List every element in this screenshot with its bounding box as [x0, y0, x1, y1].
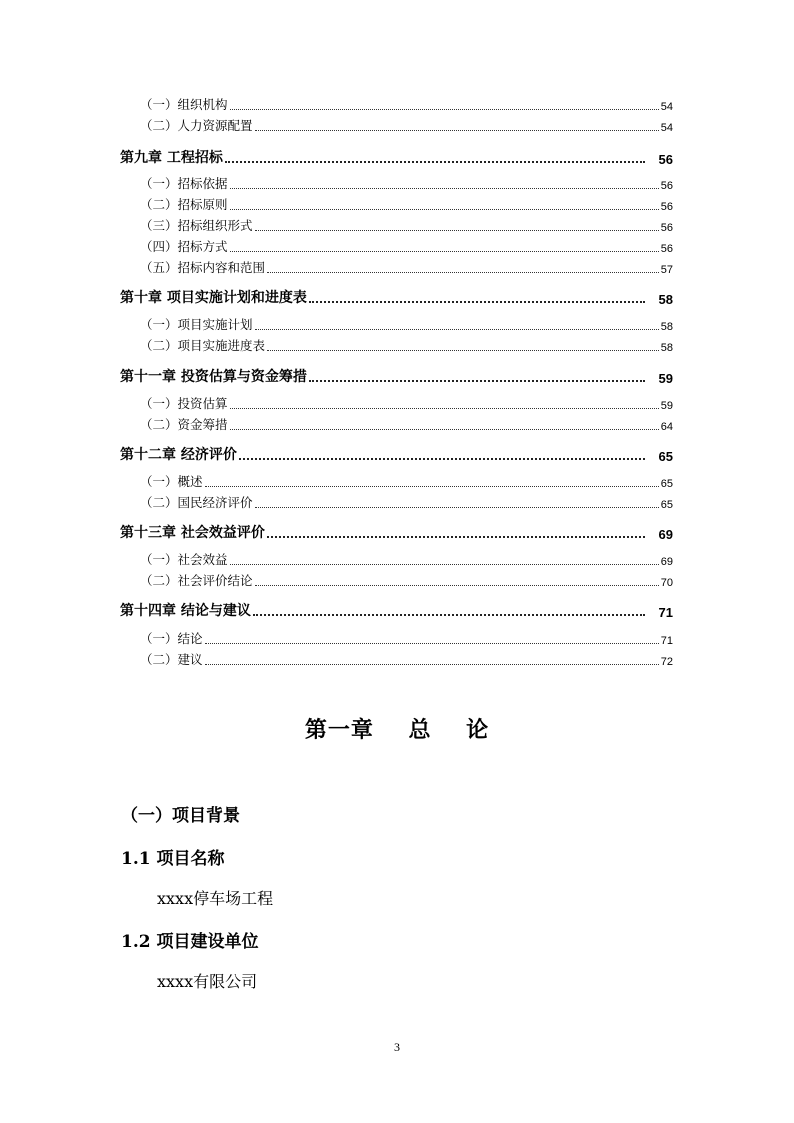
toc-entry-page: 54: [660, 122, 673, 134]
toc-entry-page: 56: [658, 152, 673, 167]
toc-entry-page: 57: [660, 264, 673, 276]
toc-section-entry[interactable]: [140, 495, 673, 511]
page-number: 3: [394, 1040, 400, 1054]
toc-entry-label: （三）招标组织形式: [140, 218, 253, 233]
toc-section-entry[interactable]: [140, 239, 673, 255]
toc-entry-label: （一）招标依据: [140, 176, 228, 191]
chapter-title: [0, 713, 794, 744]
toc-entry-label: 第十四章 结论与建议: [120, 603, 251, 619]
toc-section-entry[interactable]: [140, 218, 673, 234]
toc-section-entry[interactable]: [140, 260, 673, 276]
toc-dot-leader: [267, 272, 659, 273]
toc-section-entry[interactable]: [140, 652, 673, 668]
toc-entry-page: 56: [660, 201, 673, 213]
toc-entry-label: （二）国民经济评价: [140, 495, 253, 510]
project-name-text: xxxx停车场工程: [157, 889, 274, 908]
toc-entry-page: 56: [660, 180, 673, 192]
toc-dot-leader: [230, 429, 659, 430]
toc-entry-page: 56: [660, 222, 673, 234]
toc-entry-label: （四）招标方式: [140, 239, 228, 254]
toc-entry-label: （一）结论: [140, 631, 203, 646]
toc-chapter-entry[interactable]: [120, 522, 673, 542]
chapter-title-text: 第一章 总 论: [304, 717, 490, 743]
toc-chapter-entry[interactable]: [120, 147, 673, 167]
toc-dot-leader: [255, 585, 659, 586]
toc-section-entry[interactable]: [140, 552, 673, 568]
toc-dot-leader: [255, 230, 659, 231]
toc-section-entry[interactable]: [140, 118, 673, 134]
toc-section-entry[interactable]: [140, 176, 673, 192]
toc-entry-label: 第十二章 经济评价: [120, 447, 237, 463]
toc-dot-leader: [230, 564, 659, 565]
section-heading-project-background: （一）项目背景: [121, 806, 240, 826]
toc-entry-page: 65: [660, 499, 673, 511]
toc-dot-leader: [267, 350, 659, 351]
toc-entry-page: 56: [660, 243, 673, 255]
toc-dot-leader: [255, 507, 659, 508]
toc-dot-leader: [205, 486, 659, 487]
toc-entry-page: 69: [660, 556, 673, 568]
toc-section-entry[interactable]: [140, 317, 673, 333]
toc-entry-page: 64: [660, 421, 673, 433]
toc-entry-label: （二）人力资源配置: [140, 118, 253, 133]
toc-entry-page: 65: [660, 478, 673, 490]
toc-entry-label: 第十一章 投资估算与资金筹措: [120, 369, 307, 385]
toc-entry-page: 72: [660, 656, 673, 668]
toc-section-entry[interactable]: [140, 97, 673, 113]
toc-dot-leader: [230, 251, 659, 252]
toc-entry-label: （二）资金筹措: [140, 417, 228, 432]
toc-dot-leader: [230, 188, 659, 189]
toc-section-entry[interactable]: [140, 631, 673, 647]
toc-entry-label: （一）组织机构: [140, 97, 228, 112]
toc-section-entry[interactable]: [140, 338, 673, 354]
toc-dot-leader: [225, 161, 645, 163]
toc-section-entry[interactable]: [140, 474, 673, 490]
toc-dot-leader: [205, 643, 659, 644]
section-heading-builder: 1.2 项目建设单位: [121, 932, 259, 952]
toc-entry-label: （二）招标原则: [140, 197, 228, 212]
toc-entry-page: 58: [658, 292, 673, 307]
toc-entry-label: （一）概述: [140, 474, 203, 489]
toc-entry-page: 59: [658, 371, 673, 386]
toc-dot-leader: [239, 458, 645, 460]
toc-entry-label: 第十章 项目实施计划和进度表: [120, 290, 307, 306]
toc-chapter-entry[interactable]: [120, 444, 673, 464]
toc-dot-leader: [253, 614, 645, 616]
toc-entry-label: （五）招标内容和范围: [140, 260, 266, 275]
toc-dot-leader: [309, 380, 645, 382]
toc-chapter-entry[interactable]: [120, 366, 673, 386]
toc-dot-leader: [309, 301, 645, 303]
builder-text: xxxx有限公司: [157, 972, 258, 991]
toc-entry-label: （二）项目实施进度表: [140, 338, 266, 353]
toc-section-entry[interactable]: [140, 417, 673, 433]
toc-entry-page: 59: [660, 400, 673, 412]
toc-section-entry[interactable]: [140, 573, 673, 589]
toc-entry-page: 71: [658, 605, 673, 620]
toc-entry-page: 71: [660, 635, 673, 647]
toc-entry-page: 65: [658, 449, 673, 464]
toc-entry-page: 58: [660, 342, 673, 354]
section-heading-project-name: 1.1 项目名称: [121, 849, 225, 869]
toc-dot-leader: [205, 664, 659, 665]
toc-chapter-entry[interactable]: [120, 600, 673, 620]
toc-dot-leader: [230, 109, 659, 110]
toc-entry-label: 第十三章 社会效益评价: [120, 525, 265, 541]
toc-entry-label: （一）项目实施计划: [140, 317, 253, 332]
toc-dot-leader: [267, 536, 645, 538]
toc-entry-label: （一）投资估算: [140, 396, 228, 411]
toc-dot-leader: [230, 209, 659, 210]
toc-section-entry[interactable]: [140, 197, 673, 213]
toc-dot-leader: [255, 130, 659, 131]
toc-section-entry[interactable]: [140, 396, 673, 412]
toc-dot-leader: [230, 408, 659, 409]
toc-entry-label: 第九章 工程招标: [120, 150, 223, 166]
toc-entry-page: 70: [660, 577, 673, 589]
toc-entry-page: 69: [658, 527, 673, 542]
toc-dot-leader: [255, 329, 659, 330]
toc-entry-label: （二）社会评价结论: [140, 573, 253, 588]
toc-chapter-entry[interactable]: [120, 287, 673, 307]
toc-entry-label: （二）建议: [140, 652, 203, 667]
toc-entry-page: 58: [660, 321, 673, 333]
toc-entry-label: （一）社会效益: [140, 552, 228, 567]
toc-entry-page: 54: [660, 101, 673, 113]
